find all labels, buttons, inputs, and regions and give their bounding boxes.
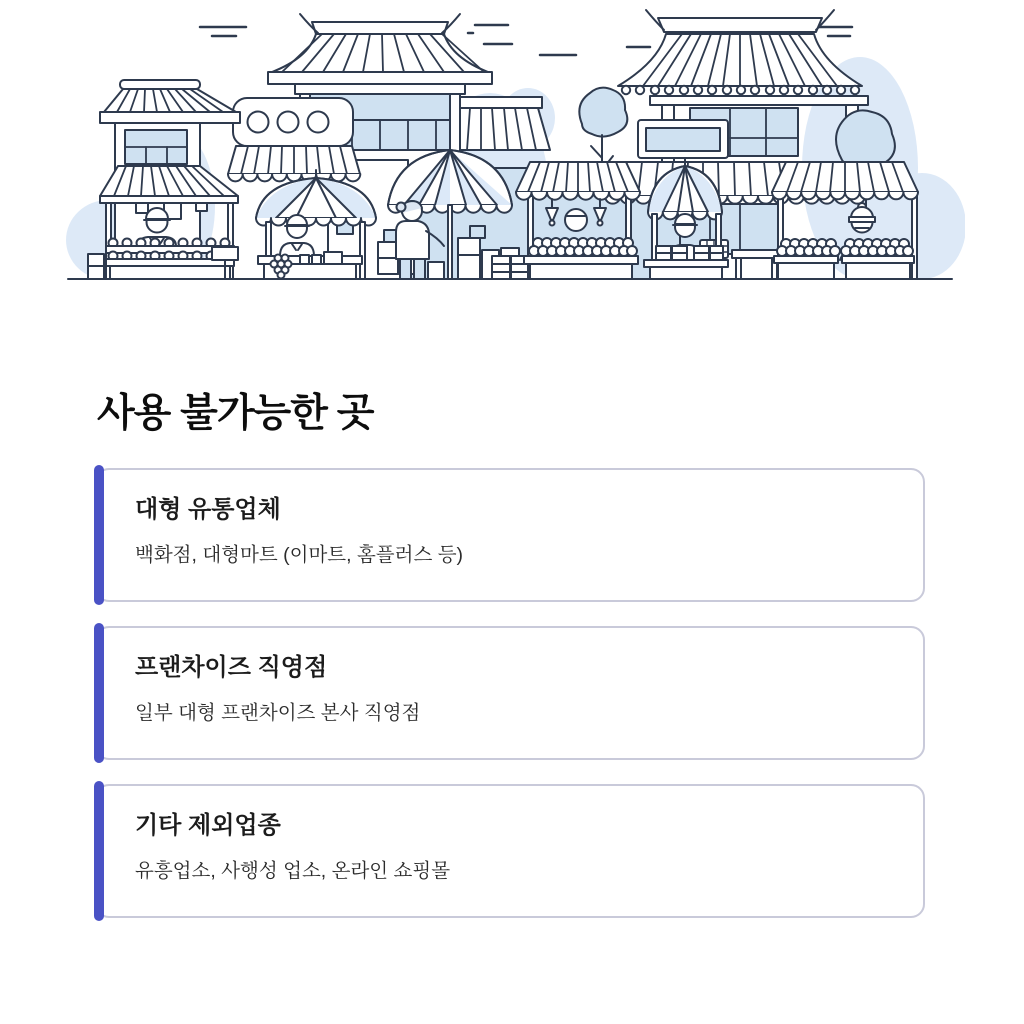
card-description: 백화점, 대형마트 (이마트, 홈플러스 등) (135, 544, 464, 567)
card-accent-bar (94, 623, 104, 763)
info-card-large-retailers (95, 468, 925, 602)
signboard-three-circles (233, 98, 353, 146)
card-title: 대형 유통업체 (135, 496, 281, 523)
card-description: 유흥업소, 사행성 업소, 온라인 쇼핑몰 (135, 860, 451, 883)
card-accent-bar (94, 781, 104, 921)
small-sign (212, 247, 238, 260)
info-card-franchise-direct-stores (95, 626, 925, 760)
card-accent-bar (94, 465, 104, 605)
page-title: 사용 불가능한 곳 (97, 392, 374, 435)
card-list (95, 468, 925, 918)
striped-awning-left-center (228, 146, 360, 181)
market-illustration (60, 0, 965, 285)
two-story-shop (88, 80, 240, 279)
card-title: 프랜차이즈 직영점 (135, 654, 328, 681)
card-title: 기타 제외업종 (135, 812, 281, 839)
card-description: 일부 대형 프랜차이즈 본사 직영점 (135, 702, 421, 725)
info-card-other-excluded-businesses (95, 784, 925, 918)
